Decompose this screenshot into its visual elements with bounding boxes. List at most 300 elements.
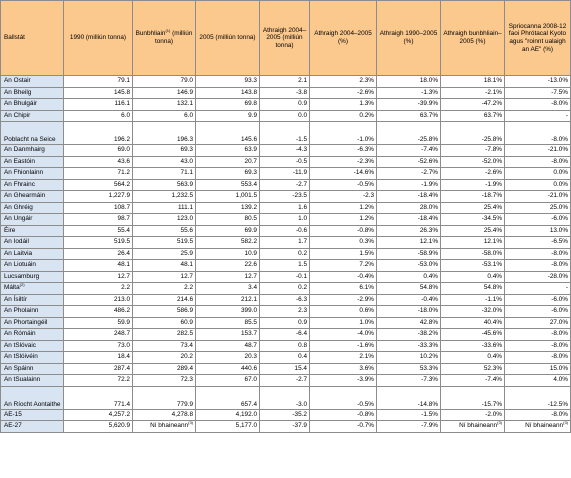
value-cell: 48.7 bbox=[196, 340, 260, 352]
value-cell: 48.1 bbox=[64, 260, 133, 272]
value-cell: 60.9 bbox=[133, 317, 196, 329]
value-cell: 73.4 bbox=[133, 340, 196, 352]
value-cell: -2.0% bbox=[441, 409, 505, 421]
value-cell: -8.0% bbox=[505, 122, 571, 145]
value-cell: 0.4% bbox=[377, 271, 441, 283]
country-cell: An Fhrainc bbox=[1, 179, 64, 191]
value-cell: 18.0% bbox=[377, 76, 441, 88]
value-cell: 63.7% bbox=[377, 110, 441, 122]
value-cell: -1.3% bbox=[377, 87, 441, 99]
footnote-ref: (3) bbox=[188, 420, 193, 426]
value-cell: 27.0% bbox=[505, 317, 571, 329]
table-row bbox=[1, 168, 571, 180]
value-cell: -3.8 bbox=[260, 87, 310, 99]
value-cell: -35.2 bbox=[260, 409, 310, 421]
value-cell: -18.4% bbox=[377, 214, 441, 226]
value-cell: -37.9 bbox=[260, 421, 310, 433]
table-row bbox=[1, 99, 571, 111]
value-cell: Ní bhaineann$^{(3)}$ bbox=[441, 421, 505, 433]
value-cell: -38.2% bbox=[377, 329, 441, 341]
value-cell: 6.0 bbox=[133, 110, 196, 122]
value-cell: 25.4% bbox=[441, 202, 505, 214]
value-cell: 1,227.9 bbox=[64, 191, 133, 203]
country-cell: An Ghréig bbox=[1, 202, 64, 214]
table-row bbox=[1, 145, 571, 157]
value-cell: -0.1 bbox=[260, 271, 310, 283]
value-cell: -2.7% bbox=[377, 168, 441, 180]
column-header: Athraigh bunbhliain–2005 (%) bbox=[441, 1, 505, 76]
value-cell: -25.8% bbox=[377, 122, 441, 145]
country-cell: An Ríocht Aontaithe bbox=[1, 386, 64, 409]
value-cell: 213.0 bbox=[64, 294, 133, 306]
value-cell: 52.3% bbox=[441, 363, 505, 375]
value-cell: 0.0% bbox=[505, 168, 571, 180]
value-cell: -1.6% bbox=[310, 340, 377, 352]
value-cell: 2.1 bbox=[260, 76, 310, 88]
country-cell: An Pholainn bbox=[1, 306, 64, 318]
value-cell: -1.9% bbox=[441, 179, 505, 191]
value-cell: 287.4 bbox=[64, 363, 133, 375]
footnote-ref: (1) bbox=[165, 28, 171, 34]
value-cell: 69.8 bbox=[196, 99, 260, 111]
value-cell: 3.6% bbox=[310, 363, 377, 375]
country-cell: Éire bbox=[1, 225, 64, 237]
column-header: Athraigh 1990–2005 (%) bbox=[377, 1, 441, 76]
table-row bbox=[1, 375, 571, 387]
value-cell: -0.5 bbox=[260, 156, 310, 168]
value-cell: -39.9% bbox=[377, 99, 441, 111]
value-cell: 79.1 bbox=[64, 76, 133, 88]
value-cell: 13.0% bbox=[505, 225, 571, 237]
value-cell: -33.3% bbox=[377, 340, 441, 352]
value-cell: 486.2 bbox=[64, 306, 133, 318]
value-cell: 18.4 bbox=[64, 352, 133, 364]
value-cell: 53.3% bbox=[377, 363, 441, 375]
value-cell: -12.5% bbox=[505, 386, 571, 409]
value-cell: -6.3 bbox=[260, 294, 310, 306]
value-cell: -8.0% bbox=[505, 248, 571, 260]
value-cell: -0.7% bbox=[310, 421, 377, 433]
value-cell: 289.4 bbox=[133, 363, 196, 375]
value-cell: 123.0 bbox=[133, 214, 196, 226]
value-cell: -34.5% bbox=[441, 214, 505, 226]
value-cell: -13.0% bbox=[505, 76, 571, 88]
value-cell: -6.0% bbox=[505, 214, 571, 226]
value-cell: 143.8 bbox=[196, 87, 260, 99]
value-cell: 28.0% bbox=[377, 202, 441, 214]
table-row bbox=[1, 363, 571, 375]
value-cell: -52.6% bbox=[377, 156, 441, 168]
value-cell: 564.2 bbox=[64, 179, 133, 191]
column-header: Bunbhliain$^{(1)}$ (milliún tonna) bbox=[133, 1, 196, 76]
country-cell: An Ostair bbox=[1, 76, 64, 88]
value-cell: 2.2 bbox=[133, 283, 196, 295]
value-cell: 79.0 bbox=[133, 76, 196, 88]
value-cell: -45.6% bbox=[441, 329, 505, 341]
value-cell: -0.5% bbox=[310, 386, 377, 409]
country-cell: An Phortaingéil bbox=[1, 317, 64, 329]
value-cell: 4,192.0 bbox=[196, 409, 260, 421]
value-cell: -18.0% bbox=[377, 306, 441, 318]
column-header: 2005 (milliún tonna) bbox=[196, 1, 260, 76]
value-cell: -7.8% bbox=[441, 145, 505, 157]
value-cell: -7.4% bbox=[441, 375, 505, 387]
column-header: Spriocanna 2008-12 faoi Phrótacal Kyoto agus "roinnt ualaigh an AE" (%) bbox=[505, 1, 571, 76]
value-cell: 4,257.2 bbox=[64, 409, 133, 421]
value-cell: -3.9% bbox=[310, 375, 377, 387]
value-cell: -0.6 bbox=[260, 225, 310, 237]
value-cell: 1.3% bbox=[310, 99, 377, 111]
value-cell: 12.7 bbox=[196, 271, 260, 283]
value-cell: -6.0% bbox=[505, 306, 571, 318]
value-cell: 80.5 bbox=[196, 214, 260, 226]
value-cell: 22.6 bbox=[196, 260, 260, 272]
value-cell: -8.0% bbox=[505, 99, 571, 111]
value-cell: -6.0% bbox=[505, 294, 571, 306]
country-cell: An tSlóivéin bbox=[1, 352, 64, 364]
value-cell: 282.5 bbox=[133, 329, 196, 341]
value-cell: 69.3 bbox=[133, 145, 196, 157]
value-cell: 85.5 bbox=[196, 317, 260, 329]
value-cell: 1,001.5 bbox=[196, 191, 260, 203]
country-cell: An Liotuáin bbox=[1, 260, 64, 272]
value-cell: 93.3 bbox=[196, 76, 260, 88]
value-cell: 2.1% bbox=[310, 352, 377, 364]
table-row bbox=[1, 179, 571, 191]
value-cell: 71.2 bbox=[64, 168, 133, 180]
column-header: Ballstát bbox=[1, 1, 64, 76]
value-cell: 1.0 bbox=[260, 214, 310, 226]
value-cell: 0.6% bbox=[310, 306, 377, 318]
value-cell: 657.4 bbox=[196, 386, 260, 409]
country-cell: An Danmhairg bbox=[1, 145, 64, 157]
column-header: Athraigh 2004–2005 (%) bbox=[310, 1, 377, 76]
table-row bbox=[1, 271, 571, 283]
table-row bbox=[1, 260, 571, 272]
value-cell: 10.2% bbox=[377, 352, 441, 364]
value-cell: -25.8% bbox=[441, 122, 505, 145]
value-cell: 26.3% bbox=[377, 225, 441, 237]
value-cell: 1.6 bbox=[260, 202, 310, 214]
value-cell: 4,278.8 bbox=[133, 409, 196, 421]
value-cell: 214.6 bbox=[133, 294, 196, 306]
table-row bbox=[1, 352, 571, 364]
value-cell: 248.7 bbox=[64, 329, 133, 341]
table-row bbox=[1, 191, 571, 203]
value-cell: -1.5% bbox=[377, 409, 441, 421]
value-cell: 69.0 bbox=[64, 145, 133, 157]
value-cell: -8.0% bbox=[505, 352, 571, 364]
value-cell: -7.3% bbox=[377, 375, 441, 387]
value-cell: -0.8% bbox=[310, 225, 377, 237]
value-cell: 586.9 bbox=[133, 306, 196, 318]
value-cell: 0.2 bbox=[260, 283, 310, 295]
value-cell: Ní bhaineann$^{(3)}$ bbox=[505, 421, 571, 433]
table-row bbox=[1, 340, 571, 352]
value-cell: - bbox=[505, 283, 571, 295]
country-cell: An Laitvia bbox=[1, 248, 64, 260]
value-cell: 582.2 bbox=[196, 237, 260, 249]
value-cell: -0.4% bbox=[310, 271, 377, 283]
value-cell: -2.7 bbox=[260, 179, 310, 191]
country-cell: An Iodáil bbox=[1, 237, 64, 249]
value-cell: 54.8% bbox=[441, 283, 505, 295]
footnote-ref: (2) bbox=[19, 282, 25, 288]
value-cell: 20.3 bbox=[196, 352, 260, 364]
value-cell: 1,232.5 bbox=[133, 191, 196, 203]
footnote-ref: (3) bbox=[563, 420, 568, 426]
value-cell: -7.4% bbox=[377, 145, 441, 157]
value-cell: 54.8% bbox=[377, 283, 441, 295]
value-cell: 108.7 bbox=[64, 202, 133, 214]
value-cell: -21.0% bbox=[505, 145, 571, 157]
value-cell: 1.5 bbox=[260, 260, 310, 272]
table-row bbox=[1, 156, 571, 168]
value-cell: 196.3 bbox=[133, 122, 196, 145]
value-cell: -8.0% bbox=[505, 409, 571, 421]
value-cell: -58.9% bbox=[377, 248, 441, 260]
value-cell: 48.1 bbox=[133, 260, 196, 272]
value-cell: 7.2% bbox=[310, 260, 377, 272]
value-cell: 15.0% bbox=[505, 363, 571, 375]
value-cell: 63.9 bbox=[196, 145, 260, 157]
value-cell: 1.7 bbox=[260, 237, 310, 249]
value-cell: -52.0% bbox=[441, 156, 505, 168]
value-cell: 2.2 bbox=[64, 283, 133, 295]
table-row bbox=[1, 225, 571, 237]
value-cell: 18.1% bbox=[441, 76, 505, 88]
value-cell: -58.0% bbox=[441, 248, 505, 260]
value-cell: 12.1% bbox=[377, 237, 441, 249]
value-cell: 771.4 bbox=[64, 386, 133, 409]
country-cell: An Ghearmáin bbox=[1, 191, 64, 203]
value-cell: 69.3 bbox=[196, 168, 260, 180]
value-cell: -15.7% bbox=[441, 386, 505, 409]
value-cell: 0.8 bbox=[260, 340, 310, 352]
value-cell: -47.2% bbox=[441, 99, 505, 111]
table-row bbox=[1, 421, 571, 433]
value-cell: -14.8% bbox=[377, 386, 441, 409]
table-row bbox=[1, 283, 571, 295]
value-cell: -28.0% bbox=[505, 271, 571, 283]
value-cell: -18.4% bbox=[377, 191, 441, 203]
value-cell: - bbox=[505, 110, 571, 122]
value-cell: 25.0% bbox=[505, 202, 571, 214]
value-cell: 9.9 bbox=[196, 110, 260, 122]
value-cell: 69.9 bbox=[196, 225, 260, 237]
value-cell: 2.3% bbox=[310, 76, 377, 88]
table-row bbox=[1, 237, 571, 249]
value-cell: 98.7 bbox=[64, 214, 133, 226]
table-row bbox=[1, 409, 571, 421]
value-cell: 196.2 bbox=[64, 122, 133, 145]
value-cell: -32.0% bbox=[441, 306, 505, 318]
value-cell: 5,177.0 bbox=[196, 421, 260, 433]
value-cell: -7.5% bbox=[505, 87, 571, 99]
value-cell: 6.0 bbox=[64, 110, 133, 122]
country-cell: Lucsamburg bbox=[1, 271, 64, 283]
value-cell: 779.9 bbox=[133, 386, 196, 409]
value-cell: -14.6% bbox=[310, 168, 377, 180]
value-cell: 0.4 bbox=[260, 352, 310, 364]
value-cell: 55.4 bbox=[64, 225, 133, 237]
value-cell: -21.0% bbox=[505, 191, 571, 203]
column-header: 1990 (milliún tonna) bbox=[64, 1, 133, 76]
value-cell: 63.7% bbox=[441, 110, 505, 122]
value-cell: 0.2 bbox=[260, 248, 310, 260]
value-cell: -11.9 bbox=[260, 168, 310, 180]
value-cell: -6.4 bbox=[260, 329, 310, 341]
value-cell: 42.8% bbox=[377, 317, 441, 329]
table-row bbox=[1, 248, 571, 260]
value-cell: -4.3 bbox=[260, 145, 310, 157]
value-cell: -2.9% bbox=[310, 294, 377, 306]
value-cell: 519.5 bbox=[64, 237, 133, 249]
value-cell: -8.0% bbox=[505, 340, 571, 352]
value-cell: 71.1 bbox=[133, 168, 196, 180]
value-cell: -1.1% bbox=[441, 294, 505, 306]
country-cell: Málta$^{(2)}$ bbox=[1, 283, 64, 295]
value-cell: 72.2 bbox=[64, 375, 133, 387]
value-cell: 73.0 bbox=[64, 340, 133, 352]
value-cell: 25.4% bbox=[441, 225, 505, 237]
value-cell: 5,620.9 bbox=[64, 421, 133, 433]
table-row bbox=[1, 76, 571, 88]
value-cell: -2.6% bbox=[441, 168, 505, 180]
value-cell: 72.3 bbox=[133, 375, 196, 387]
value-cell: 145.6 bbox=[196, 122, 260, 145]
value-cell: -6.5% bbox=[505, 237, 571, 249]
footnote-ref: (3) bbox=[497, 420, 502, 426]
header-row bbox=[1, 1, 571, 76]
value-cell: -8.0% bbox=[505, 329, 571, 341]
value-cell: 0.0% bbox=[505, 179, 571, 191]
country-cell: An Ísiltír bbox=[1, 294, 64, 306]
value-cell: 0.9 bbox=[260, 317, 310, 329]
value-cell: -2.7 bbox=[260, 375, 310, 387]
value-cell: -0.8% bbox=[310, 409, 377, 421]
value-cell: 26.4 bbox=[64, 248, 133, 260]
country-cell: An Spáinn bbox=[1, 363, 64, 375]
value-cell: -33.6% bbox=[441, 340, 505, 352]
value-cell: Ní bhaineann$^{(3)}$ bbox=[133, 421, 196, 433]
value-cell: -6.3% bbox=[310, 145, 377, 157]
table-row bbox=[1, 214, 571, 226]
table-row bbox=[1, 87, 571, 99]
value-cell: 563.9 bbox=[133, 179, 196, 191]
value-cell: -7.9% bbox=[377, 421, 441, 433]
value-cell: 146.9 bbox=[133, 87, 196, 99]
value-cell: 10.9 bbox=[196, 248, 260, 260]
value-cell: 43.6 bbox=[64, 156, 133, 168]
value-cell: -2.3 bbox=[310, 191, 377, 203]
country-cell: An Ungáir bbox=[1, 214, 64, 226]
table-row bbox=[1, 294, 571, 306]
table-body bbox=[1, 76, 571, 433]
value-cell: 3.4 bbox=[196, 283, 260, 295]
value-cell: 20.2 bbox=[133, 352, 196, 364]
value-cell: -2.6% bbox=[310, 87, 377, 99]
value-cell: -23.5 bbox=[260, 191, 310, 203]
table-row bbox=[1, 306, 571, 318]
value-cell: -0.4% bbox=[377, 294, 441, 306]
value-cell: 40.4% bbox=[441, 317, 505, 329]
value-cell: -1.0% bbox=[310, 122, 377, 145]
country-cell: AE-27 bbox=[1, 421, 64, 433]
value-cell: 55.6 bbox=[133, 225, 196, 237]
value-cell: 4.0% bbox=[505, 375, 571, 387]
value-cell: 1.2% bbox=[310, 214, 377, 226]
table-row bbox=[1, 110, 571, 122]
country-cell: Poblacht na Seice bbox=[1, 122, 64, 145]
value-cell: 153.7 bbox=[196, 329, 260, 341]
value-cell: 0.3% bbox=[310, 237, 377, 249]
value-cell: 12.7 bbox=[133, 271, 196, 283]
country-cell: An tSlóvaic bbox=[1, 340, 64, 352]
value-cell: 6.1% bbox=[310, 283, 377, 295]
table-row bbox=[1, 122, 571, 145]
value-cell: -0.5% bbox=[310, 179, 377, 191]
value-cell: 15.4 bbox=[260, 363, 310, 375]
table-row bbox=[1, 386, 571, 409]
value-cell: 145.8 bbox=[64, 87, 133, 99]
value-cell: 12.7 bbox=[64, 271, 133, 283]
value-cell: 132.1 bbox=[133, 99, 196, 111]
country-cell: AE-15 bbox=[1, 409, 64, 421]
value-cell: 43.0 bbox=[133, 156, 196, 168]
column-header: Athraigh 2004–2005 (milliún tonna) bbox=[260, 1, 310, 76]
value-cell: -2.3% bbox=[310, 156, 377, 168]
country-cell: An Fhionlainn bbox=[1, 168, 64, 180]
value-cell: 20.7 bbox=[196, 156, 260, 168]
value-cell: -2.1% bbox=[441, 87, 505, 99]
value-cell: 553.4 bbox=[196, 179, 260, 191]
value-cell: -4.0% bbox=[310, 329, 377, 341]
country-cell: An Eastóin bbox=[1, 156, 64, 168]
value-cell: 111.1 bbox=[133, 202, 196, 214]
value-cell: 25.9 bbox=[133, 248, 196, 260]
value-cell: 12.1% bbox=[441, 237, 505, 249]
value-cell: -53.1% bbox=[441, 260, 505, 272]
table-row bbox=[1, 317, 571, 329]
table-row bbox=[1, 202, 571, 214]
value-cell: 1.2% bbox=[310, 202, 377, 214]
value-cell: 212.1 bbox=[196, 294, 260, 306]
value-cell: 519.5 bbox=[133, 237, 196, 249]
value-cell: 0.2% bbox=[310, 110, 377, 122]
value-cell: 440.6 bbox=[196, 363, 260, 375]
value-cell: 2.3 bbox=[260, 306, 310, 318]
country-cell: An Bhulgáir bbox=[1, 99, 64, 111]
country-cell: An Rómáin bbox=[1, 329, 64, 341]
value-cell: 0.0 bbox=[260, 110, 310, 122]
value-cell: -53.0% bbox=[377, 260, 441, 272]
value-cell: 139.2 bbox=[196, 202, 260, 214]
value-cell: -8.0% bbox=[505, 260, 571, 272]
value-cell: 0.4% bbox=[441, 271, 505, 283]
value-cell: 0.4% bbox=[441, 352, 505, 364]
country-cell: An Chipir bbox=[1, 110, 64, 122]
value-cell: -1.5 bbox=[260, 122, 310, 145]
value-cell: 0.9 bbox=[260, 99, 310, 111]
country-cell: An tSualainn bbox=[1, 375, 64, 387]
value-cell: 1.5% bbox=[310, 248, 377, 260]
country-cell: An Bheilg bbox=[1, 87, 64, 99]
value-cell: -8.0% bbox=[505, 156, 571, 168]
value-cell: -1.9% bbox=[377, 179, 441, 191]
value-cell: 399.0 bbox=[196, 306, 260, 318]
value-cell: 59.9 bbox=[64, 317, 133, 329]
